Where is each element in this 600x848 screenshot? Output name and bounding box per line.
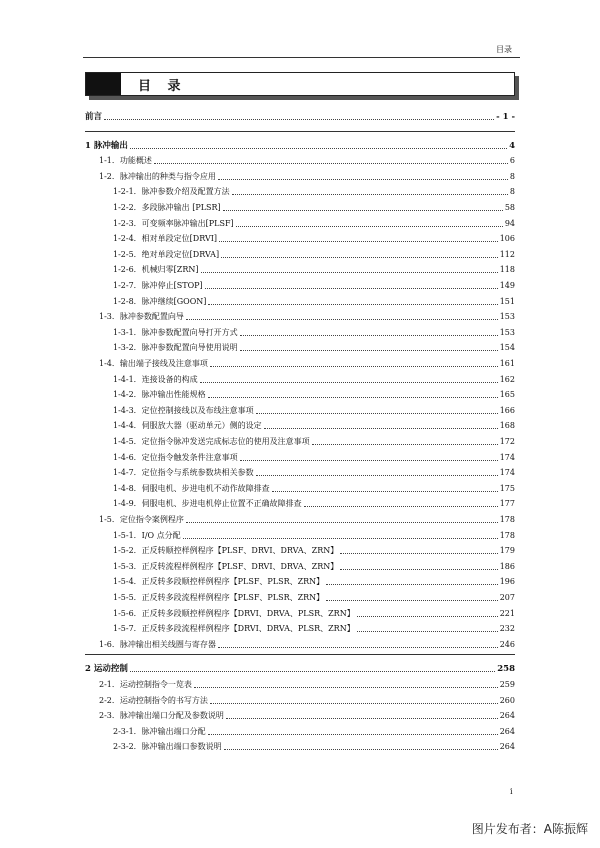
toc-entry[interactable] [85,636,515,650]
toc-entry[interactable] [85,386,515,400]
toc-entry-label: 1-5-7．正反转多段流程样例程序【DRVI、DRVA、PLSR、ZRN】 [113,624,355,634]
toc-leader-dots [154,163,508,164]
toc-entry-page: 153 [499,327,515,337]
toc-entry-page: 4 [509,140,515,151]
toc-leader-dots [104,119,494,120]
toc-entry-label: 1-3-1．脉冲参数配置向导打开方式 [113,327,238,337]
toc-entry-label: 2-3-2．脉冲输出端口参数说明 [113,742,222,752]
toc-entry-label: 前言 [85,112,103,122]
toc-entry-label: 1-2-8．脉冲继续[GOON] [113,296,207,306]
toc-entry-label: 1-4-7．定位指令与系统参数块相关参数 [113,468,254,478]
toc-leader-dots [357,616,498,617]
toc-entry[interactable] [85,199,515,213]
toc-entry-label: 1-2-2．多段脉冲输出 [PLSR] [113,203,221,212]
toc-leader-dots [264,428,498,429]
toc-entry[interactable] [85,620,515,634]
toc-entry-label: 1-4-9．伺服电机、步进电机停止位置不正确故障排查 [113,499,302,509]
toc-leader-dots [201,272,498,273]
chapter-separator [85,131,515,132]
toc-entry-label: 1-5-4．正反转多段顺控样例程序【PLSF、PLSR、ZRN】 [113,577,325,587]
toc-entry[interactable] [85,152,515,166]
toc-leader-dots [256,475,498,476]
toc-entry-label: 1-4-4．伺服放大器（驱动单元）侧的设定 [113,421,262,431]
toc-entry[interactable] [85,464,515,478]
toc-entry[interactable] [85,371,515,385]
toc-entry-page: 58 [504,203,515,212]
toc-leader-dots [130,671,495,672]
toc-entry-page: 174 [499,452,515,462]
toc-entry[interactable] [85,246,515,260]
toc-entry-label: 1-2-6．机械归零[ZRN] [113,265,199,275]
title-banner [85,72,515,96]
toc-entry-page: 168 [499,421,515,431]
toc-entry[interactable] [85,676,515,690]
toc-leader-dots [210,366,498,367]
toc-entry[interactable] [85,168,515,182]
toc-entry-label: 1-5-5．正反转多段流程样例程序【PLSF、PLSR、ZRN】 [113,593,325,602]
toc-entry-page: 151 [499,296,515,306]
toc-entry-page: 186 [499,561,515,571]
toc-entry-page: 264 [499,726,515,736]
toc-entry[interactable] [85,277,515,291]
toc-entry-label: 1-5-6．正反转多段顺控样例程序【DRVI、DRVA、PLSR、ZRN】 [113,608,355,618]
toc-leader-dots [232,194,508,195]
toc-entry-label: 1-5-1．I/O 点分配 [113,530,181,540]
toc-entry-label: 1-1．功能概述 [99,156,152,166]
toc-entry[interactable] [85,723,515,737]
toc-entry-page: 106 [499,234,515,244]
toc-leader-dots [272,491,498,492]
toc-entry-label: 1-3-2．脉冲参数配置向导使用说明 [113,343,238,353]
toc-entry-page: 174 [499,468,515,478]
toc-entry-page: 179 [499,546,515,556]
toc-entry[interactable] [85,417,515,431]
toc-entry-page: 161 [499,359,515,368]
toc-entry-label: 1-5-2．正反转顺控样例程序【PLSF、DRVI、DRVA、ZRN】 [113,546,339,556]
toc-entry-label: 1-3．脉冲参数配置向导 [99,312,184,322]
toc-entry-label: 1-2-5．绝对单段定位[DRVA] [113,249,220,259]
toc-entry[interactable] [85,137,515,151]
toc-entry[interactable] [85,527,515,541]
toc-entry-page: 8 [509,187,515,197]
toc-leader-dots [218,179,508,180]
toc-entry-label: 2-2．运动控制指令的书写方法 [99,695,208,705]
toc-leader-dots [236,226,503,227]
toc-entry-label: 1-2-4．相对单段定位[DRVI] [113,234,218,244]
page-title: 目 录 [138,79,187,94]
toc-leader-dots [240,460,498,461]
toc-leader-dots [194,687,498,688]
toc-entry-label: 1-4-6．定位指令触发条件注意事项 [113,452,238,462]
toc-leader-dots [186,319,498,320]
toc-entry-page: 178 [499,515,515,524]
toc-entry-label: 2 运动控制 [85,664,128,675]
toc-entry[interactable] [85,293,515,307]
toc-entry-page: 94 [504,218,515,228]
toc-entry-page: 264 [499,711,515,721]
toc-entry-label: 1-4．输出端子接线及注意事项 [99,359,208,368]
toc-entry[interactable] [85,738,515,752]
toc-entry-page: 177 [499,499,515,509]
toc-entry[interactable] [85,707,515,721]
toc-leader-dots [221,257,498,258]
toc-entry-page: 162 [499,374,515,384]
toc-entry-page: 259 [499,680,515,689]
toc-entry[interactable] [85,495,515,509]
toc-entry[interactable] [85,605,515,619]
toc-entry[interactable] [85,308,515,322]
toc-entry-label: 1 脉冲输出 [85,140,128,151]
toc-leader-dots [312,444,498,445]
toc-entry-label: 2-1．运动控制指令一览表 [99,680,192,689]
header-rule [83,57,520,58]
toc-entry[interactable] [85,449,515,463]
toc-entry[interactable] [85,215,515,229]
toc-entry-page: 246 [499,639,515,649]
toc-entry-page: 8 [509,171,515,181]
toc-entry-page: 221 [499,608,515,618]
chapter-separator [85,654,515,655]
toc-entry-page: 264 [499,742,515,752]
toc-entry[interactable] [85,542,515,556]
toc-leader-dots [208,734,498,735]
toc-leader-dots [340,553,497,554]
toc-entry[interactable] [85,261,515,275]
toc-entry[interactable] [85,692,515,706]
toc-entry-page: 207 [499,593,515,602]
toc-leader-dots [326,584,498,585]
toc-entry-label: 1-2-3．可变频率脉冲输出[PLSF] [113,218,234,228]
toc-entry-label: 1-5．定位指令案例程序 [99,515,184,524]
header-section-label: 目录 [496,45,512,54]
toc-entry-page: 232 [499,624,515,634]
toc-entry-page: - 1 - [496,112,515,122]
toc-entry[interactable] [85,402,515,416]
toc-entry[interactable] [85,355,515,369]
toc-leader-dots [208,304,497,305]
toc-leader-dots [226,718,498,719]
toc-entry-label: 1-4-8．伺服电机、步进电机不动作故障排查 [113,483,270,493]
page-number: i [510,787,513,796]
toc-entry-page: 166 [499,405,515,415]
toc-entry[interactable] [85,108,515,122]
title-banner-block [86,73,121,95]
toc-entry[interactable] [85,511,515,525]
toc-entry[interactable] [85,230,515,244]
toc-leader-dots [357,631,498,632]
toc-entry[interactable] [85,339,515,353]
toc-entry[interactable] [85,589,515,603]
toc-leader-dots [200,382,498,383]
toc-entry-label: 1-2．脉冲输出的种类与指令应用 [99,171,216,181]
toc-leader-dots [208,397,498,398]
toc-entry-label: 1-2-1．脉冲参数介绍及配置方法 [113,187,230,197]
toc-entry-page: 260 [499,695,515,705]
toc-entry-label: 1-4-2．脉冲输出性能规格 [113,390,206,400]
toc-entry-label: 1-2-7．脉冲停止[STOP] [113,281,203,290]
toc-entry-page: 175 [499,483,515,493]
toc-entry[interactable] [85,183,515,197]
toc-leader-dots [240,350,498,351]
toc-leader-dots [205,288,498,289]
toc-entry-page: 196 [499,577,515,587]
toc-entry-label: 1-6．脉冲输出相关线圈与寄存器 [99,639,216,649]
toc-entry[interactable] [85,324,515,338]
toc-entry-label: 2-3-1．脉冲输出端口分配 [113,726,206,736]
toc-leader-dots [256,413,498,414]
toc-entry-label: 1-4-3．定位控制接线以及布线注意事项 [113,405,254,415]
toc-leader-dots [218,647,498,648]
toc-entry-page: 118 [499,265,515,275]
toc-entry-page: 154 [499,343,515,353]
toc-entry-label: 1-4-1．连接设备的构成 [113,374,198,384]
toc-entry[interactable] [85,480,515,494]
toc-leader-dots [183,538,498,539]
toc-leader-dots [130,148,507,149]
toc-entry-label: 1-5-3．正反转流程样例程序【PLSF、DRVI、DRVA、ZRN】 [113,561,339,571]
toc-entry-page: 149 [499,281,515,290]
credit-watermark: 图片发布者：A陈振辉 [471,822,588,836]
toc-entry-page: 165 [499,390,515,400]
toc-leader-dots [186,522,498,523]
toc-entry-label: 2-3．脉冲输出端口分配及参数说明 [99,711,224,721]
toc-entry-page: 172 [499,437,515,446]
toc-leader-dots [340,569,497,570]
toc-leader-dots [224,749,498,750]
toc-leader-dots [219,241,498,242]
toc-leader-dots [210,703,498,704]
toc-entry-page: 153 [499,312,515,322]
toc-entry-page: 178 [499,530,515,540]
toc-leader-dots [326,600,498,601]
toc-entry-page: 112 [499,249,515,259]
toc-entry-label: 1-4-5．定位指令脉冲发送完成标志位的使用及注意事项 [113,437,310,446]
toc-leader-dots [223,210,503,211]
toc-entry[interactable] [85,558,515,572]
toc-entry[interactable] [85,433,515,447]
toc-leader-dots [304,506,498,507]
toc-entry[interactable] [85,573,515,587]
toc-entry-page: 258 [497,664,515,675]
toc-leader-dots [240,335,498,336]
toc-entry[interactable] [85,660,515,674]
toc-entry-page: 6 [509,156,515,166]
